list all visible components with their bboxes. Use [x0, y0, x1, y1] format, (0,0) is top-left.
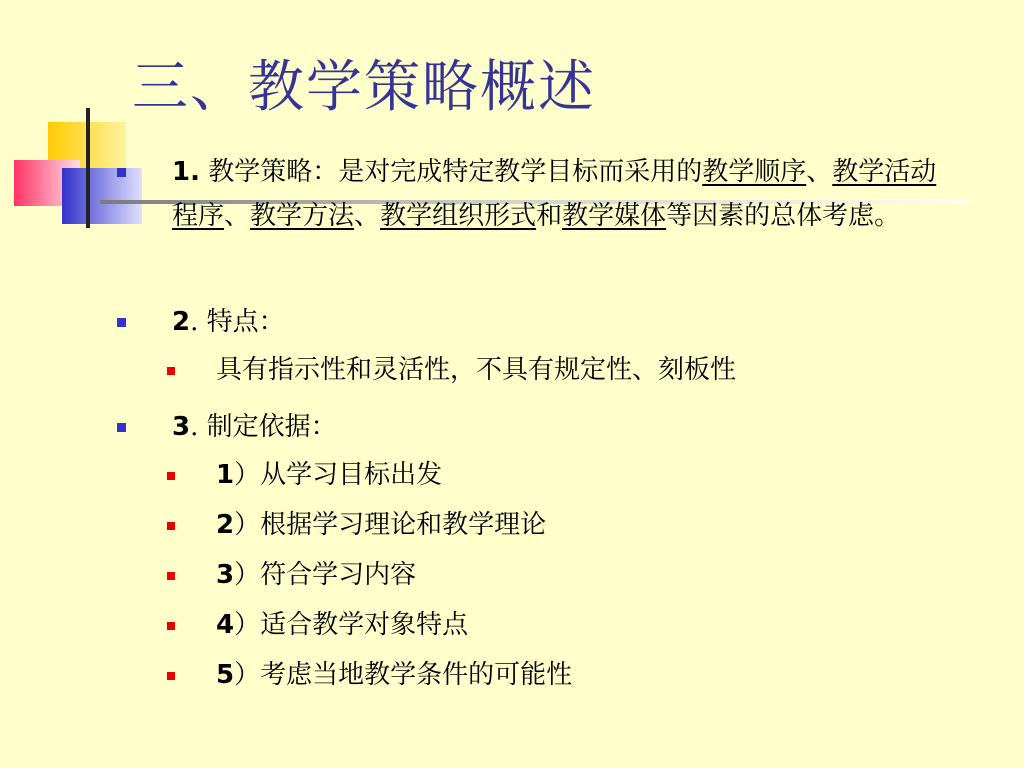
basis-item-3: [216, 553, 416, 597]
item-3-heading: [172, 405, 337, 449]
item-2-number: 2: [172, 307, 191, 337]
basis-text: ）符合学习内容: [234, 560, 417, 590]
basis-item-5: [216, 653, 572, 697]
basis-text: ）根据学习理论和教学理论: [234, 510, 547, 540]
separator: 、: [354, 201, 381, 231]
sub-bullet: [167, 572, 175, 580]
basis-text: ）考虑当地教学条件的可能性: [234, 660, 573, 690]
basis-number: 4: [216, 610, 235, 640]
item-1-lead: 教学策略：是对完成特定教学目标而采用的: [199, 157, 703, 187]
item-3-label: . 制定依据：: [190, 412, 337, 442]
item-1-number: 1.: [172, 157, 200, 187]
basis-text: ）从学习目标出发: [234, 460, 443, 490]
bullet-2: [117, 318, 126, 327]
term-teaching-media: 教学媒体: [562, 201, 667, 231]
page-title: 三、教学策略概述: [132, 55, 596, 120]
bullet-3: [117, 423, 126, 432]
bullet-1: [117, 168, 126, 177]
conjunction: 和: [536, 201, 563, 231]
basis-text: ）适合教学对象特点: [234, 610, 469, 640]
sub-bullet: [167, 622, 175, 630]
basis-item-2: [216, 503, 546, 547]
term-teaching-order: 教学顺序: [702, 157, 807, 187]
basis-number: 1: [216, 460, 235, 490]
item-2-label: . 特点：: [190, 307, 285, 337]
item-1-text: [172, 150, 942, 238]
item-1-tail: 等因素的总体考虑。: [666, 201, 901, 231]
term-organization-form: 教学组织形式: [380, 201, 537, 231]
item-2-heading: [172, 300, 285, 344]
sub-bullet: [167, 472, 175, 480]
basis-item-1: [216, 453, 442, 497]
basis-item-4: [216, 603, 468, 647]
basis-number: 2: [216, 510, 235, 540]
sub-bullet: [167, 522, 175, 530]
item-3-number: 3: [172, 412, 191, 442]
term-activity-procedure: 教学活动程序: [172, 157, 937, 231]
term-teaching-method: 教学方法: [250, 201, 355, 231]
separator: 、: [224, 201, 251, 231]
sub-bullet: [167, 672, 175, 680]
sub-bullet: [167, 367, 175, 375]
basis-number: 5: [216, 660, 235, 690]
basis-number: 3: [216, 560, 235, 590]
separator: 、: [806, 157, 833, 187]
item-2-sub: 具有指示性和灵活性，不具有规定性、刻板性: [216, 355, 737, 385]
